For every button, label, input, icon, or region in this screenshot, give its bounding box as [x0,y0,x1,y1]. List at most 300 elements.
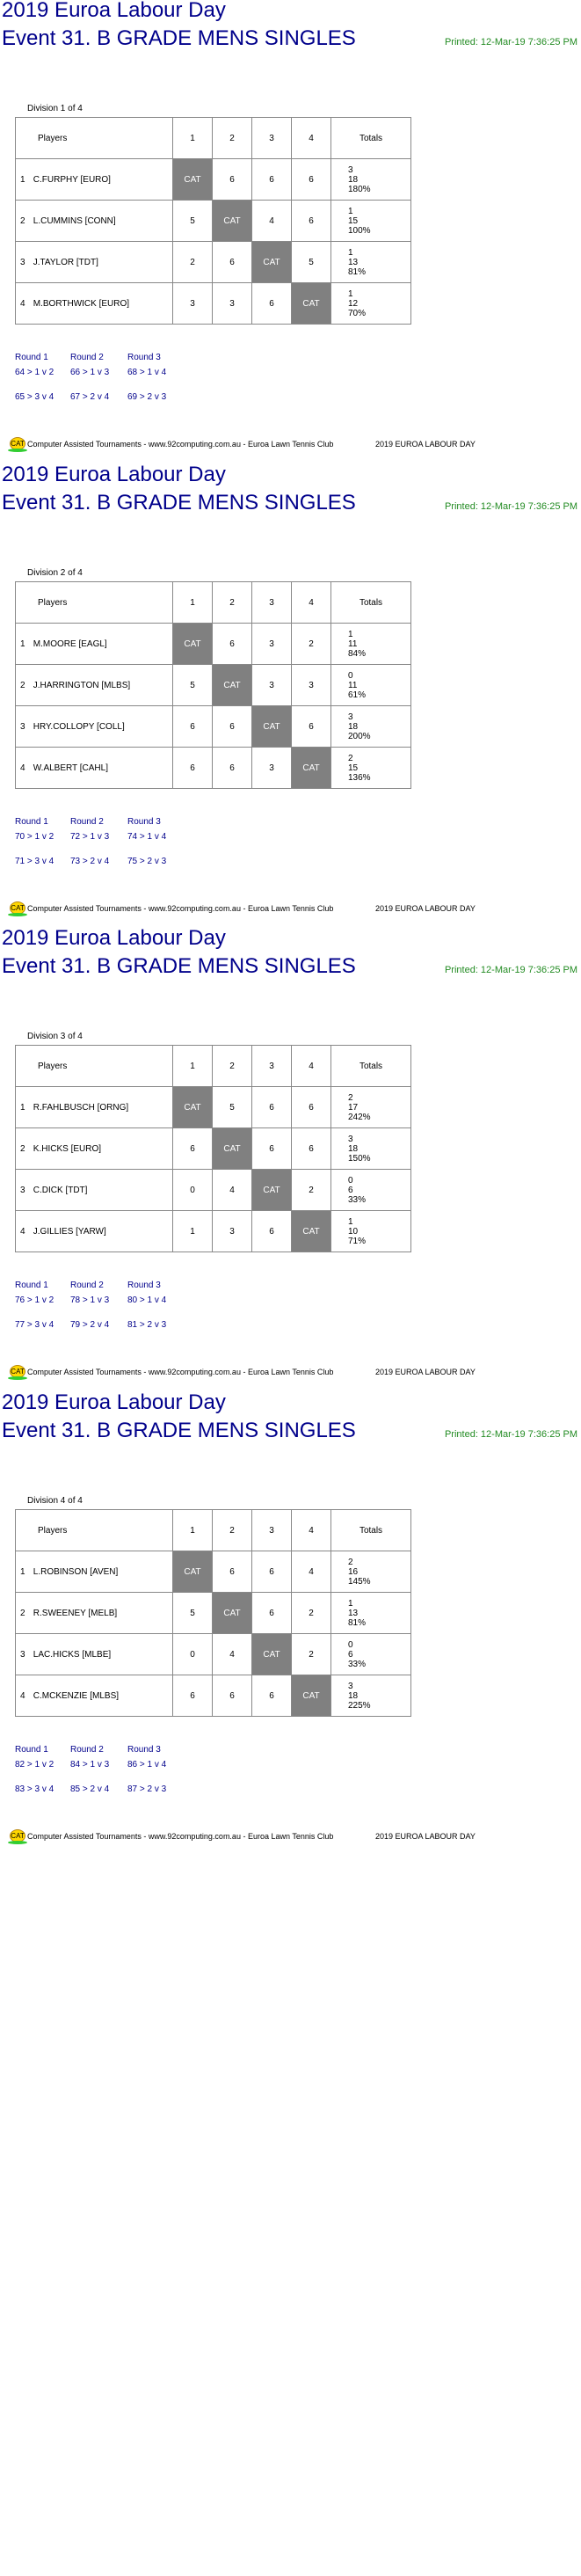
player-cell [16,1128,173,1170]
round-match: 67 > 2 v 4 [70,392,110,402]
cat-logo-icon [8,1365,25,1379]
round-match: 80 > 1 v 4 [127,1295,167,1305]
round-match: 82 > 1 v 2 [15,1760,54,1770]
tennis-ball-icon: CAT [10,1365,25,1378]
games-won: 18 [348,1143,359,1154]
player-number: 4 [20,1226,25,1237]
score-cell: 0 [173,1634,213,1675]
page-footer [8,901,570,919]
score-cell: 6 [252,1128,292,1170]
player-number: 2 [20,215,25,226]
self-match-cell: CAT [213,665,252,706]
round-1-label: Round 1 [15,817,48,827]
totals-cell [331,1128,411,1170]
self-match-cell: CAT [213,201,252,242]
event-title: Event 31. B GRADE MENS SINGLES [2,954,356,978]
round-1-label: Round 1 [15,1745,48,1755]
games-won: 13 [348,257,359,267]
totals-cell [331,1551,411,1593]
player-cell [16,706,173,748]
tennis-ball-icon: CAT [10,901,25,915]
round-1-label: Round 1 [15,353,48,362]
player-row [16,1634,411,1675]
player-number: 4 [20,763,25,773]
player-name: HRY.COLLOPY [COLL] [33,721,125,732]
self-match-cell: CAT [213,1593,252,1634]
round-match: 78 > 1 v 3 [70,1295,110,1305]
grid-header-row [16,118,411,159]
player-cell [16,748,173,789]
matches-won: 3 [348,712,353,722]
totals-cell [331,706,411,748]
matches-won: 3 [348,1134,353,1144]
games-won: 13 [348,1608,359,1618]
column-header-4: 4 [292,1510,331,1551]
score-cell: 5 [173,665,213,706]
win-percentage: 136% [348,772,371,783]
grid-header-row [16,1046,411,1087]
win-percentage: 71% [348,1236,367,1246]
round-match: 84 > 1 v 3 [70,1760,110,1770]
score-cell: 6 [173,748,213,789]
player-row [16,242,411,283]
results-grid [15,581,411,789]
round-match: 66 > 1 v 3 [70,368,110,377]
round-match: 83 > 3 v 4 [15,1784,54,1794]
cat-logo-icon [8,437,25,451]
player-row [16,159,411,201]
player-number: 1 [20,1102,25,1113]
win-percentage: 81% [348,266,367,277]
win-percentage: 200% [348,731,371,741]
players-header: Players [16,118,173,159]
win-percentage: 81% [348,1617,367,1628]
column-header-3: 3 [252,582,292,624]
printed-timestamp: Printed: 12-Mar-19 7:36:25 PM [444,1429,577,1440]
results-grid [15,1045,411,1252]
score-cell: 6 [213,1675,252,1717]
player-name: K.HICKS [EURO] [33,1143,102,1154]
self-match-cell: CAT [252,706,292,748]
totals-cell [331,159,411,201]
player-name: C.FURPHY [EURO] [33,174,111,185]
totals-header: Totals [331,1046,411,1087]
score-cell: 5 [173,201,213,242]
player-number: 2 [20,1608,25,1618]
score-cell: 5 [213,1087,252,1128]
footer-event: 2019 EUROA LABOUR DAY [375,440,476,449]
round-match: 74 > 1 v 4 [127,832,167,842]
win-percentage: 84% [348,648,367,659]
tournament-title: 2019 Euroa Labour Day [2,926,226,950]
self-match-cell: CAT [292,1211,331,1252]
score-cell: 6 [252,1675,292,1717]
games-won: 18 [348,174,359,185]
totals-cell [331,1211,411,1252]
totals-cell [331,1087,411,1128]
column-header-2: 2 [213,582,252,624]
totals-cell [331,624,411,665]
player-cell [16,159,173,201]
self-match-cell: CAT [292,1675,331,1717]
page-footer [8,1365,570,1383]
player-row [16,748,411,789]
grid-header-row [16,582,411,624]
player-name: M.BORTHWICK [EURO] [33,298,130,309]
round-match: 65 > 3 v 4 [15,392,54,402]
division-section [0,1392,581,1857]
player-name: J.GILLIES [YARW] [33,1226,106,1237]
column-header-1: 1 [173,118,213,159]
player-name: R.FAHLBUSCH [ORNG] [33,1102,129,1113]
player-number: 3 [20,257,25,267]
score-cell: 2 [292,1593,331,1634]
matches-won: 0 [348,1639,353,1650]
footer-text: Computer Assisted Tournaments - www.92computing.com.au - Euroa Lawn Tennis Club [27,440,334,449]
self-match-cell: CAT [252,242,292,283]
players-header: Players [16,1046,173,1087]
score-cell: 6 [292,159,331,201]
player-name: C.MCKENZIE [MLBS] [33,1690,120,1701]
player-cell [16,1551,173,1593]
round-3-label: Round 3 [127,1745,161,1755]
score-cell: 5 [292,242,331,283]
score-cell: 6 [173,1675,213,1717]
totals-cell [331,242,411,283]
score-cell: 6 [292,1087,331,1128]
win-percentage: 33% [348,1194,367,1205]
player-row [16,1170,411,1211]
player-number: 2 [20,1143,25,1154]
column-header-2: 2 [213,118,252,159]
player-name: M.MOORE [EAGL] [33,639,107,649]
player-name: J.HARRINGTON [MLBS] [33,680,131,690]
round-match: 81 > 2 v 3 [127,1320,167,1330]
round-2-label: Round 2 [70,353,104,362]
event-title: Event 31. B GRADE MENS SINGLES [2,1419,356,1442]
round-2-label: Round 2 [70,1745,104,1755]
matches-won: 2 [348,1092,353,1103]
score-cell: 6 [213,748,252,789]
score-cell: 6 [173,706,213,748]
score-cell: 6 [252,1211,292,1252]
player-row [16,1211,411,1252]
matches-won: 1 [348,247,353,258]
column-header-1: 1 [173,1046,213,1087]
score-cell: 3 [173,283,213,325]
player-name: J.TAYLOR [TDT] [33,257,98,267]
column-header-3: 3 [252,1046,292,1087]
round-match: 64 > 1 v 2 [15,368,54,377]
score-cell: 6 [292,1128,331,1170]
player-name: L.CUMMINS [CONN] [33,215,116,226]
score-cell: 6 [252,283,292,325]
division-section [0,0,581,464]
score-cell: 3 [213,1211,252,1252]
footer-event: 2019 EUROA LABOUR DAY [375,904,476,913]
matches-won: 1 [348,288,353,299]
round-match: 68 > 1 v 4 [127,368,167,377]
player-row [16,201,411,242]
self-match-cell: CAT [213,1128,252,1170]
player-row [16,1128,411,1170]
round-3-label: Round 3 [127,353,161,362]
footer-event: 2019 EUROA LABOUR DAY [375,1368,476,1376]
printed-timestamp: Printed: 12-Mar-19 7:36:25 PM [444,501,577,512]
self-match-cell: CAT [173,1551,213,1593]
player-cell [16,1211,173,1252]
column-header-4: 4 [292,1046,331,1087]
player-number: 3 [20,1649,25,1660]
self-match-cell: CAT [292,748,331,789]
round-match: 71 > 3 v 4 [15,857,54,866]
footer-text: Computer Assisted Tournaments - www.92computing.com.au - Euroa Lawn Tennis Club [27,1368,334,1376]
round-3-label: Round 3 [127,817,161,827]
score-cell: 2 [173,242,213,283]
score-cell: 6 [213,624,252,665]
player-row [16,1551,411,1593]
footer-event: 2019 EUROA LABOUR DAY [375,1832,476,1841]
player-cell [16,1634,173,1675]
win-percentage: 150% [348,1153,371,1164]
score-cell: 3 [252,624,292,665]
player-number: 1 [20,1566,25,1577]
totals-cell [331,1634,411,1675]
player-cell [16,242,173,283]
players-header: Players [16,582,173,624]
swoosh-icon [8,1841,27,1844]
player-number: 3 [20,721,25,732]
games-won: 6 [348,1185,353,1195]
score-cell: 2 [292,1634,331,1675]
footer-text: Computer Assisted Tournaments - www.92computing.com.au - Euroa Lawn Tennis Club [27,1832,334,1841]
win-percentage: 225% [348,1700,371,1711]
column-header-3: 3 [252,1510,292,1551]
self-match-cell: CAT [173,1087,213,1128]
division-label: Division 4 of 4 [27,1496,83,1506]
score-cell: 5 [173,1593,213,1634]
matches-won: 3 [348,164,353,175]
round-match: 86 > 1 v 4 [127,1760,167,1770]
player-number: 4 [20,298,25,309]
round-match: 79 > 2 v 4 [70,1320,110,1330]
players-header: Players [16,1510,173,1551]
player-number: 4 [20,1690,25,1701]
games-won: 11 [348,639,358,649]
player-cell [16,201,173,242]
results-grid [15,117,411,325]
win-percentage: 61% [348,690,367,700]
games-won: 16 [348,1566,359,1577]
round-match: 85 > 2 v 4 [70,1784,110,1794]
round-1-label: Round 1 [15,1281,48,1290]
score-cell: 4 [252,201,292,242]
page-footer [8,1829,570,1847]
score-cell: 4 [292,1551,331,1593]
games-won: 11 [348,680,358,690]
score-cell: 4 [213,1170,252,1211]
matches-won: 1 [348,206,353,216]
cat-logo-icon [8,901,25,916]
tournament-title: 2019 Euroa Labour Day [2,0,226,22]
player-cell [16,1593,173,1634]
score-cell: 6 [213,706,252,748]
score-cell: 3 [213,283,252,325]
swoosh-icon [8,449,27,452]
totals-cell [331,283,411,325]
totals-header: Totals [331,1510,411,1551]
score-cell: 0 [173,1170,213,1211]
player-cell [16,1170,173,1211]
win-percentage: 180% [348,184,371,194]
totals-cell [331,1170,411,1211]
player-name: LAC.HICKS [MLBE] [33,1649,112,1660]
swoosh-icon [8,1376,27,1380]
player-row [16,1593,411,1634]
swoosh-icon [8,913,27,916]
player-row [16,665,411,706]
totals-cell [331,748,411,789]
tournament-title: 2019 Euroa Labour Day [2,463,226,486]
player-number: 1 [20,639,25,649]
round-match: 76 > 1 v 2 [15,1295,54,1305]
matches-won: 3 [348,1681,353,1691]
player-row [16,1675,411,1717]
player-number: 2 [20,680,25,690]
player-row [16,706,411,748]
score-cell: 2 [292,624,331,665]
self-match-cell: CAT [252,1170,292,1211]
matches-won: 1 [348,629,353,639]
player-cell [16,1087,173,1128]
matches-won: 1 [348,1598,353,1609]
round-match: 73 > 2 v 4 [70,857,110,866]
player-row [16,283,411,325]
self-match-cell: CAT [173,159,213,201]
player-row [16,1087,411,1128]
totals-cell [331,665,411,706]
score-cell: 6 [252,1593,292,1634]
division-section [0,928,581,1392]
score-cell: 4 [213,1634,252,1675]
results-grid [15,1509,411,1717]
player-number: 1 [20,174,25,185]
player-cell [16,624,173,665]
score-cell: 6 [252,1551,292,1593]
player-name: W.ALBERT [CAHL] [33,763,108,773]
win-percentage: 33% [348,1659,367,1669]
round-2-label: Round 2 [70,817,104,827]
round-match: 72 > 1 v 3 [70,832,110,842]
printed-timestamp: Printed: 12-Mar-19 7:36:25 PM [444,965,577,975]
totals-header: Totals [331,582,411,624]
games-won: 15 [348,763,359,773]
player-cell [16,283,173,325]
games-won: 17 [348,1102,359,1113]
column-header-1: 1 [173,1510,213,1551]
column-header-4: 4 [292,118,331,159]
column-header-3: 3 [252,118,292,159]
column-header-1: 1 [173,582,213,624]
column-header-2: 2 [213,1510,252,1551]
round-match: 70 > 1 v 2 [15,832,54,842]
games-won: 12 [348,298,359,309]
player-name: C.DICK [TDT] [33,1185,88,1195]
win-percentage: 145% [348,1576,371,1587]
totals-cell [331,201,411,242]
round-match: 69 > 2 v 3 [127,392,167,402]
totals-header: Totals [331,118,411,159]
division-label: Division 2 of 4 [27,568,83,578]
division-section [0,464,581,929]
matches-won: 0 [348,1175,353,1186]
win-percentage: 100% [348,225,371,236]
score-cell: 1 [173,1211,213,1252]
score-cell: 6 [252,1087,292,1128]
event-title: Event 31. B GRADE MENS SINGLES [2,26,356,50]
score-cell: 6 [213,242,252,283]
tennis-ball-icon: CAT [10,437,25,450]
games-won: 10 [348,1226,359,1237]
column-header-4: 4 [292,582,331,624]
round-match: 87 > 2 v 3 [127,1784,167,1794]
games-won: 15 [348,215,359,226]
cat-logo-icon [8,1829,25,1843]
score-cell: 2 [292,1170,331,1211]
score-cell: 6 [292,706,331,748]
self-match-cell: CAT [252,1634,292,1675]
round-2-label: Round 2 [70,1281,104,1290]
round-match: 77 > 3 v 4 [15,1320,54,1330]
score-cell: 6 [252,159,292,201]
self-match-cell: CAT [173,624,213,665]
player-row [16,624,411,665]
matches-won: 2 [348,753,353,763]
tournament-title: 2019 Euroa Labour Day [2,1390,226,1414]
division-label: Division 3 of 4 [27,1032,83,1041]
printed-timestamp: Printed: 12-Mar-19 7:36:25 PM [444,37,577,47]
score-cell: 3 [292,665,331,706]
matches-won: 2 [348,1557,353,1567]
event-title: Event 31. B GRADE MENS SINGLES [2,491,356,514]
totals-cell [331,1675,411,1717]
page-footer [8,437,570,455]
tennis-ball-icon: CAT [10,1829,25,1843]
player-cell [16,665,173,706]
score-cell: 3 [252,748,292,789]
round-3-label: Round 3 [127,1281,161,1290]
player-name: L.ROBINSON [AVEN] [33,1566,119,1577]
score-cell: 6 [173,1128,213,1170]
player-name: R.SWEENEY [MELB] [33,1608,118,1618]
footer-text: Computer Assisted Tournaments - www.92computing.com.au - Euroa Lawn Tennis Club [27,904,334,913]
player-number: 3 [20,1185,25,1195]
games-won: 18 [348,1690,359,1701]
column-header-2: 2 [213,1046,252,1087]
player-cell [16,1675,173,1717]
games-won: 18 [348,721,359,732]
matches-won: 0 [348,670,353,681]
totals-cell [331,1593,411,1634]
division-label: Division 1 of 4 [27,104,83,113]
score-cell: 6 [213,159,252,201]
games-won: 6 [348,1649,353,1660]
self-match-cell: CAT [292,283,331,325]
win-percentage: 242% [348,1112,371,1122]
matches-won: 1 [348,1216,353,1227]
round-match: 75 > 2 v 3 [127,857,167,866]
score-cell: 6 [292,201,331,242]
